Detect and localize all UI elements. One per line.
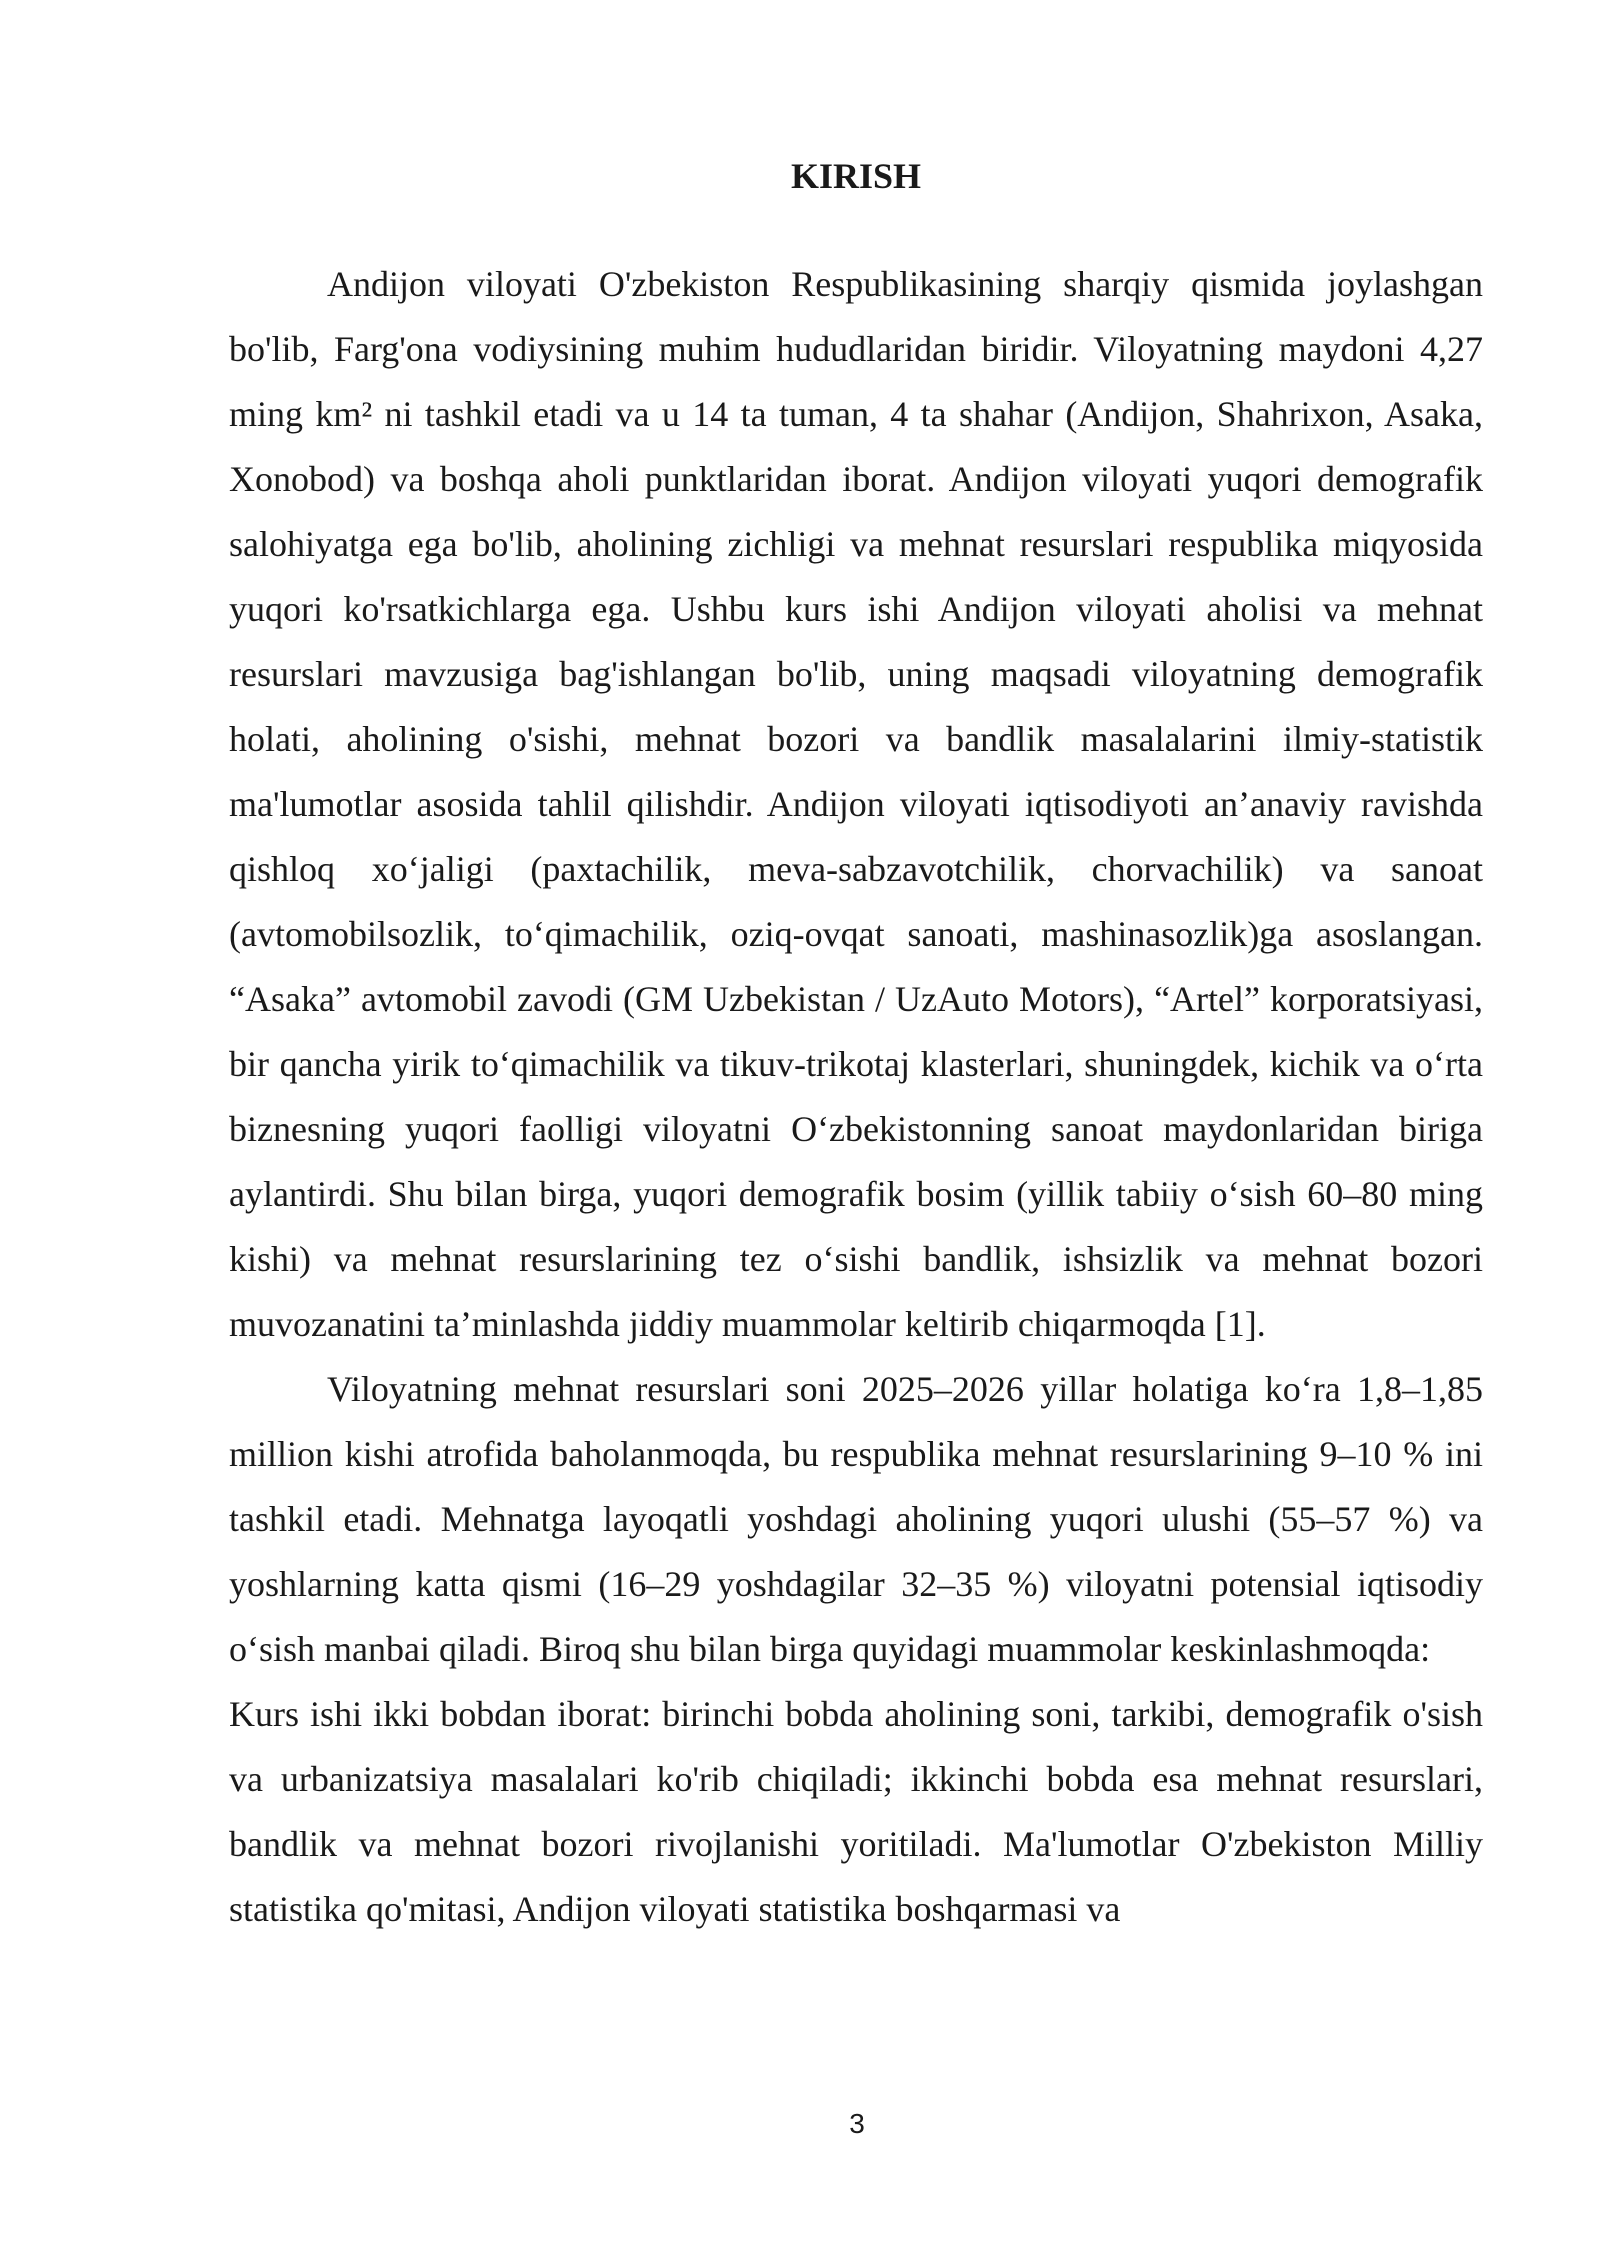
paragraph-labor-resources: Viloyatning mehnat resurslari soni 2025–2026 yillar holatiga ko‘ra 1,8–1,85 million kishi atrofida baholanmoqda, bu respublika mehnat resurslarining 9–10 % ini tashkil etadi. Mehnatga layoqatli yoshdagi aholining yuqori ulushi (55–57 %) va yoshlarning katta qismi (16–29 yoshdagilar 32–35 %) viloyatni potensial iqtisodiy o‘sish manbai qiladi. Biroq shu bilan birga quyidagi muammolar keskinlashmoqda: <box>229 1369 1483 1669</box>
paragraph-structure: Kurs ishi ikki bobdan iborat: birinchi bobda aholining soni, tarkibi, demografik o'sish va urbanizatsiya masalalari ko'rib chiqiladi; ikkinchi bobda esa mehnat resurslari, bandlik va mehnat bozori rivojlanishi yoritiladi. Ma'lumotlar O'zbekiston Milliy statistika qo'mitasi, Andijon viloyati statistika boshqarmasi va <box>229 1694 1483 1929</box>
section-title: KIRISH <box>790 156 922 196</box>
body-text <box>229 252 1483 1942</box>
page-number: 3 <box>849 2108 865 2139</box>
paragraph-intro: Andijon viloyati O'zbekiston Respublikasining sharqiy qismida joylashgan bo'lib, Farg'ona vodiysining muhim hududlaridan biridir. Viloyatning maydoni 4,27 ming km² ni tashkil etadi va u 14 ta tuman, 4 ta shahar (Andijon, Shahrixon, Asaka, Xonobod) va boshqa aholi punktlaridan iborat. Andijon viloyati yuqori demografik salohiyatga ega bo'lib, aholining zichligi va mehnat resurslari respublika miqyosida yuqori ko'rsatkichlarga ega. Ushbu kurs ishi Andijon viloyati aholisi va mehnat resurslari mavzusiga bag'ishlangan bo'lib, uning maqsadi viloyatning demografik holati, aholining o'sishi, mehnat bozori va bandlik masalalarini ilmiy-statistik ma'lumotlar asosida tahlil qilishdir. Andijon viloyati iqtisodiyoti an’anaviy ravishda qishloq xo‘jaligi (paxtachilik, meva-sabzavotchilik, chorvachilik) va sanoat (avtomobilsozlik, to‘qimachilik, oziq-ovqat sanoati, mashinasozlik)ga asoslangan. “Asaka” avtomobil zavodi (GM Uzbekistan / UzAuto Motors), “Artel” korporatsiyasi, bir qancha yirik to‘qimachilik va tikuv-trikotaj klasterlari, shuningdek, kichik va o‘rta biznesning yuqori faolligi viloyatni O‘zbekistonning sanoat maydonlaridan biriga aylantirdi. Shu bilan birga, yuqori demografik bosim (yillik tabiiy o‘sish 60–80 ming kishi) va mehnat resurslarining tez o‘sishi bandlik, ishsizlik va mehnat bozori muvozanatini ta’minlashda jiddiy muammolar keltirib chiqarmoqda [1]. <box>229 264 1483 1344</box>
